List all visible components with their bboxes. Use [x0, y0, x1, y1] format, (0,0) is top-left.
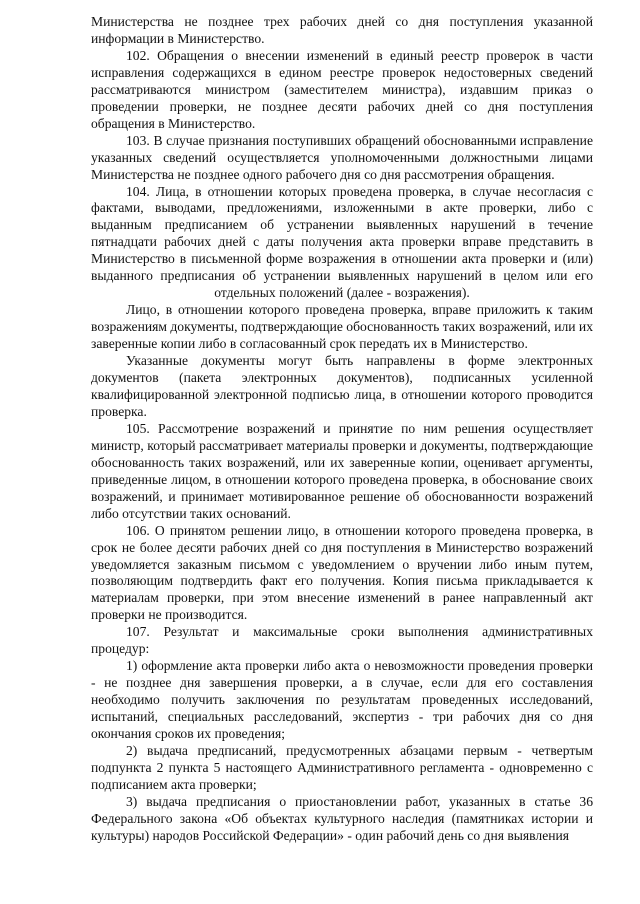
list-item-2: 2) выдача предписаний, предусмотренных абзацами первым - четвертым подпункта 2 пункта 5 настоящего Административного регламента - одновременно с подписанием акта проверки; [91, 742, 593, 792]
list-item-3: 3) выдача предписания о приостановлении работ, указанных в статье 36 Федерального закона «Об объектах культурного наследия (памятниках истории и культуры) народов Российской Федерации» - один рабочий день со дня выявления [91, 793, 593, 843]
document-page [91, 14, 593, 845]
paragraph-107: 107. Результат и максимальные сроки выполнения административных процедур: [91, 624, 593, 657]
paragraph-continuation: Министерства не позднее трех рабочих дней со дня поступления указанной информации в Министерство. [91, 14, 593, 46]
paragraph-106: 106. О принятом решении лицо, в отношении которого проведена проверка, в срок не более десяти рабочих дней со дня поступления в Министерство возражений уведомляется заказным письмом с уведомлением о вручении либо иным путем, позволяющим подтвердить факт его получения. Копия письма прикладывается к материалам проверки, при этом внесение изменений в ранее направленный акт проверки не производится. [91, 522, 593, 623]
paragraph-105: 105. Рассмотрение возражений и принятие по ним решения осуществляет министр, который рассматривает материалы проверки и документы, подтверждающие обоснованность таких возражений, или их заверенные копии, оценивает аргументы, приведенные лицом, в отношении которого проведена проверка, в обоснование своих возражений, и принимает мотивированное решение об обоснованности возражений либо отсутствии таких оснований. [91, 420, 593, 521]
paragraph-104-attachments: Лицо, в отношении которого проведена проверка, вправе приложить к таким возражениям документы, подтверждающие обоснованность таких возражений, или их заверенные копии либо в согласованный срок передать их в Министерство. [91, 302, 593, 352]
paragraph-104-electronic: Указанные документы могут быть направлены в форме электронных документов (пакета электронных документов), подписанных усиленной квалифицированной электронной подписью лица, в отношении которого проводится проверка. [91, 353, 593, 419]
list-item-1: 1) оформление акта проверки либо акта о невозможности проведения проверки - не позднее дня завершения проверки, а в случае, если для его составления необходимо получить заключения по результатам проведенных исследований, испытаний, специальных расследований, экспертиз - три рабочих дня со дня окончания сроков их проведения; [91, 658, 593, 742]
paragraph-103: 103. В случае признания поступивших обращений обоснованными исправление указанных сведений осуществляется уполномоченными должностными лицами Министерства не позднее одного рабочего дня со дня рассмотрения обращения. [91, 132, 593, 182]
paragraph-102: 102. Обращения о внесении изменений в единый реестр проверок в части исправления содержащихся в едином реестре проверок недостоверных сведений рассматриваются министром (заместителем министра), издавшим приказ о проведении проверки, не позднее десяти рабочих дней со дня поступления обращения в Министерство. [91, 47, 593, 131]
paragraph-104: 104. Лица, в отношении которых проведена проверка, в случае несогласия с фактами, выводами, предложениями, изложенными в акте проверки, либо с выданным предписанием об устранении выявленных нарушений в течение пятнадцати рабочих дней с даты получения акта проверки вправе представить в Министерство в письменной форме возражения в отношении акта проверки и (или) выданного предписания об устранении выявленных нарушений в целом или его отдельных положений (далее - возражения). [91, 183, 593, 301]
